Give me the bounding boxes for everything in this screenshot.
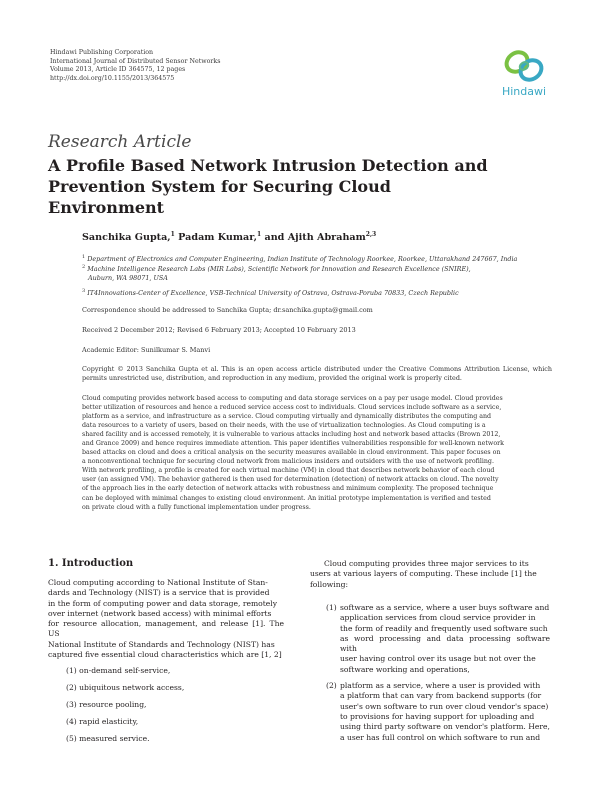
author-affil-sup: 2,3	[365, 231, 377, 238]
hindawi-logo-icon	[502, 48, 546, 84]
list-text	[340, 603, 550, 675]
correspondence: Correspondence should be addressed to Sanchika Gupta; dr.sanchika.gupta@gmail.com	[82, 306, 373, 314]
abstract-line: on private cloud with a fully functional implementation under progress.	[82, 503, 311, 511]
abstract-line: better utilization of resources and hence a reduced service access cost to individuals. Cloud services include software as a service,	[82, 404, 502, 412]
para-line: for resource allocation, management, and release [1]. The US	[48, 619, 284, 639]
title-line-2: Prevention System for Securing Cloud Environment	[48, 177, 391, 217]
author-affil-sup: 1	[170, 231, 175, 238]
affiliation-sup: 3	[82, 288, 86, 294]
list-line: the form of readily and frequently used software such	[340, 623, 548, 633]
abstract-line: of the approach lies in the early detection of network attacks with robustness and minimum complexity. The proposed technique	[82, 485, 494, 493]
abstract-line: shared facility and is accessed remotely, it is vulnerable to various attacks including host and network based attacks (Brown 2012,	[82, 431, 501, 439]
list-line: user's own software to run over cloud vendor's space)	[340, 701, 549, 711]
list-line: a user has full control on which software to run and	[340, 732, 541, 742]
intro-paragraph	[48, 578, 284, 660]
affiliation-3	[82, 287, 552, 298]
para-line: dards and Technology (NIST) is a service that is provided	[48, 588, 270, 598]
author-name: Padam Kumar,	[174, 232, 257, 244]
affiliation-sup: 1	[82, 254, 86, 260]
list-line: application services from cloud service provider in	[340, 613, 536, 623]
author-name: and Ajith Abraham	[261, 232, 366, 244]
hindawi-logo	[499, 48, 549, 98]
para-line: in the form of computing power and data storage, remotely	[48, 598, 277, 608]
affiliation-text-cont: Auburn, WA 98071, USA	[88, 273, 168, 282]
abstract-line: Cloud computing provides network based access to computing and data storage services on a pay per usage model. Cloud provides	[82, 395, 503, 402]
list-item: (1) on-demand self-service,	[66, 666, 171, 675]
received-dates: Received 2 December 2012; Revised 6 February 2013; Accepted 10 February 2013	[82, 326, 356, 334]
paper-title	[48, 155, 488, 218]
abstract-line: and Grance 2009) and hence requires immediate attention. This paper identifies vulnerabilities responsible for well-known network	[82, 440, 504, 448]
list-item: (3) resource pooling,	[66, 700, 147, 710]
list-item	[326, 681, 550, 743]
para-line: Cloud computing according to National Institute of Stan-	[48, 578, 268, 587]
affiliation-text: Department of Electronics and Computer Engineering, Indian Institute of Technology Roorkee, Roorkee, Uttarakhand 247667, India	[85, 255, 518, 264]
list-line: as word processing and data processing software with	[340, 633, 550, 654]
article-type: Research Article	[48, 132, 192, 152]
para-line: over internet (network based access) with minimal efforts	[48, 608, 272, 618]
abstract-line: a nonconventional technique for securing cloud network from malicious insiders and outsiders with the use of network profiling.	[82, 458, 494, 466]
list-number: (2)	[326, 681, 337, 691]
para-line: following:	[310, 579, 349, 589]
journal-name: International Journal of Distributed Sensor Networks	[50, 57, 221, 65]
abstract-line: platform as a service, and infrastructure as a service. Cloud computing virtually and dynamically distributes the computing and	[82, 413, 492, 421]
list-line: user having control over its usage but not over the	[340, 654, 536, 664]
volume-info: Volume 2013, Article ID 364575, 12 pages	[50, 66, 186, 74]
journal-header	[50, 49, 220, 83]
para-line: captured five essential cloud characteristics which are [1, 2]	[48, 650, 282, 660]
abstract-line: data resources to a variety of users, based on their needs, with the use of virtualization technologies. As Cloud computing is a	[82, 422, 486, 430]
publisher: Hindawi Publishing Corporation	[50, 49, 154, 56]
list-text	[340, 681, 550, 743]
academic-editor: Academic Editor: Sunilkumar S. Manvi	[82, 346, 211, 354]
author-name: Sanchika Gupta,	[82, 232, 171, 244]
author-list	[82, 231, 376, 243]
abstract-line: can be deployed with minimal changes to existing cloud environment. An initial prototype implementation is verified and tested	[82, 494, 491, 502]
abstract	[82, 394, 552, 512]
affiliation-sup: 2	[82, 264, 86, 270]
abstract-line: based attacks on cloud and does a critical analysis on the security measures available in cloud environment. This paper focuses on	[82, 449, 501, 457]
title-line-1: A Profile Based Network Intrusion Detection and	[48, 156, 488, 175]
list-line: software working and operations,	[340, 664, 470, 674]
affiliation-text: Machine Intelligence Research Labs (MIR Labs), Scientific Network for Innovation and Research Excellence (SNIRE),	[85, 265, 471, 274]
characteristics-list	[66, 666, 284, 751]
section-heading: 1. Introduction	[48, 558, 134, 569]
list-line: using third party software on vendor's platform. Here,	[340, 722, 550, 732]
services-intro	[310, 559, 550, 590]
list-number: (1)	[326, 603, 337, 612]
para-line: National Institute of Standards and Technology (NIST) has	[48, 639, 275, 649]
para-line: users at various layers of computing. These include [1] the	[310, 569, 537, 579]
list-item: (2) ubiquitous network access,	[66, 683, 185, 693]
logo-text: Hindawi	[501, 85, 547, 98]
affiliation-2	[82, 263, 552, 282]
author-affil-sup: 1	[256, 231, 262, 238]
copyright-notice: Copyright © 2013 Sanchika Gupta et al. This is an open access article distributed under the Creative Commons Attribution License, which permits unrestricted use, distribution, and reproduction in any medium, provided the original work is properly cited.	[82, 365, 552, 383]
doi-link[interactable]: http://dx.doi.org/10.1155/2013/364575	[50, 74, 175, 82]
affiliation-text: IT4Innovations-Center of Excellence, VSB-Technical University of Ostrava, Ostrava-Poruba 70833, Czech Republic	[85, 289, 459, 298]
abstract-line: user (an assigned VM). The behavior gathered is then used for determination (detection) of network attacks on cloud. The novelty	[82, 476, 499, 484]
list-line: to provisions for having support for uploading and	[340, 711, 535, 721]
abstract-line: With network profiling, a profile is created for each virtual machine (VM) in cloud that describes network behavior of each cloud	[82, 467, 495, 475]
list-item	[326, 603, 550, 675]
list-item: (5) measured service.	[66, 734, 150, 744]
list-item: (4) rapid elasticity,	[66, 717, 139, 727]
list-line: a platform that can vary from backend supports (for	[340, 691, 542, 701]
list-line: platform as a service, where a user is provided with	[340, 681, 541, 691]
para-line: Cloud computing provides three major services to its	[324, 559, 529, 568]
list-line: software as a service, where a user buys software and	[340, 603, 550, 612]
services-list	[326, 603, 550, 743]
affiliation-1	[82, 253, 552, 264]
